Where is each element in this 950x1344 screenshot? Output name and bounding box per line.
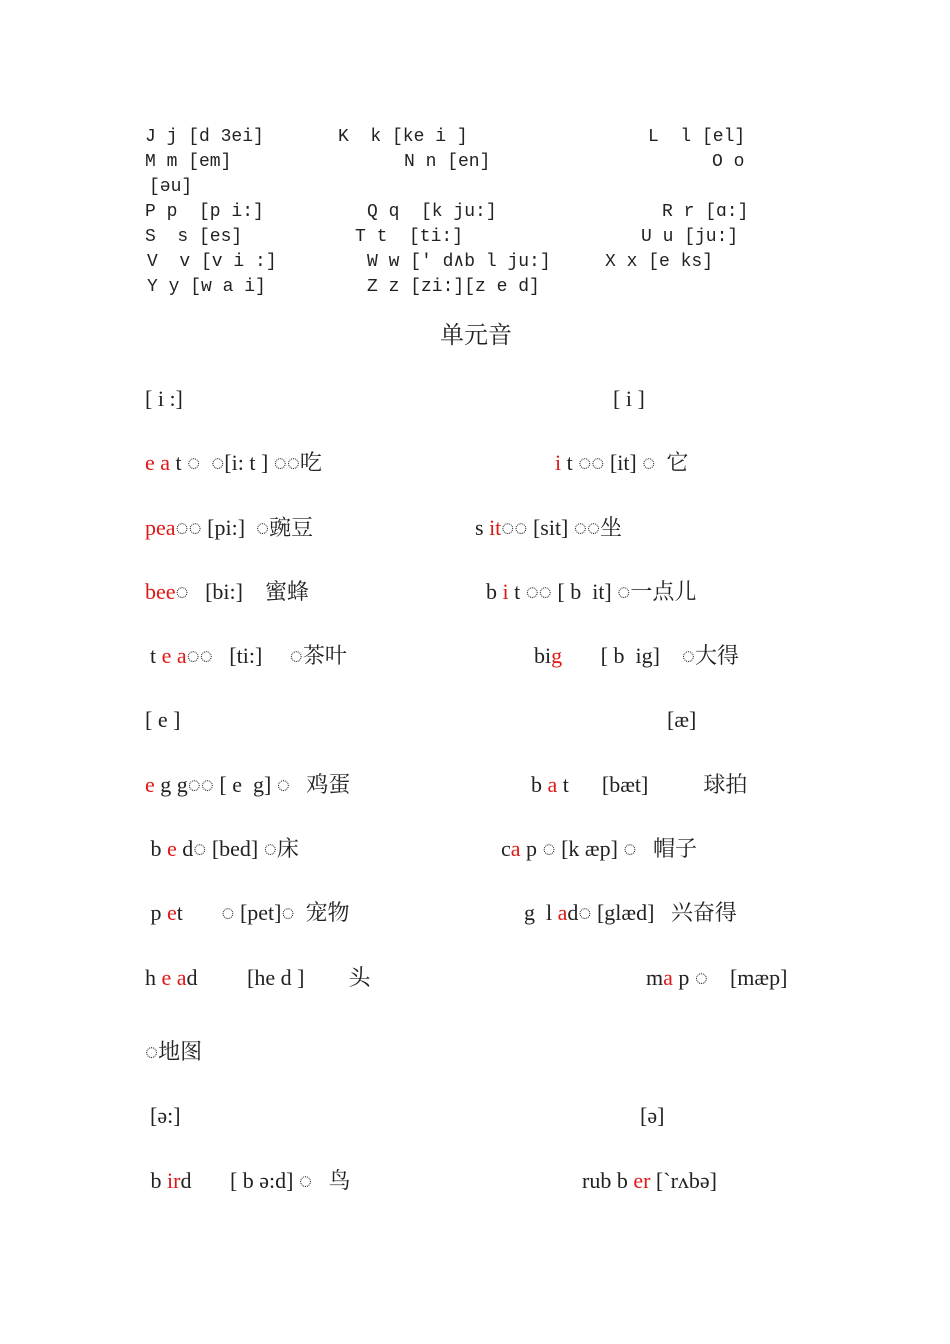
alpha-k: K k [ke i ] [338,127,468,147]
word-map-meaning: ◌地图 [145,1039,203,1064]
alpha-z: Z z [zi:][z e d] [367,277,540,297]
alpha-s: S s [es] [145,227,243,247]
alpha-j: J j [d 3ei] [145,127,264,147]
header-short-i: [ i ] [613,386,645,411]
word-bee: bee◌ [bi:] 蜜蜂 [145,579,309,604]
word-sit: s it◌◌ [sit] ◌◌坐 [475,515,623,540]
header-long-schwa: [ə:] [150,1103,181,1128]
word-pet: p et ◌ [pet]◌ 宠物 [145,900,350,925]
section-title: 单元音 [440,323,512,349]
word-egg: e g g◌◌ [ e g] ◌ 鸡蛋 [145,772,351,797]
word-bat: b a t [bæt] 球拍 [531,772,748,797]
word-big: big [ b ig] ◌大得 [534,643,739,668]
alpha-u: U u [ju:] [641,227,739,247]
alpha-y: Y y [w a i] [147,277,266,297]
word-bed: b e d◌ [bed] ◌床 [145,836,299,861]
header-long-i: [ i :] [145,386,183,411]
word-head: h e ad [he d ] 头 [145,965,371,990]
word-it: i t ◌◌ [it] ◌ 它 [555,450,689,475]
alpha-q: Q q [k ju:] [367,202,497,222]
alpha-r: R r [ɑ:] [662,202,749,222]
alpha-w: W w [′ d∧b l ju:] [367,252,551,272]
word-glad: g l ad◌ [glæd] 兴奋得 [524,900,737,925]
alpha-m: M m [em] [145,152,232,172]
word-rubber: rub b er [`rʌbə] [582,1168,717,1193]
header-schwa: [ə] [640,1103,665,1128]
word-map: ma p ◌ [mæp] [646,965,788,990]
alpha-p: P p [p i:] [145,202,264,222]
word-tea: t e a◌◌ [ti:] ◌茶叶 [150,643,347,668]
header-e: [ e ] [145,707,181,732]
word-bit: b i t ◌◌ [ b it] ◌一点儿 [486,579,697,604]
word-cap: ca p ◌ [k æp] ◌ 帽子 [501,836,698,861]
word-eat: e a t ◌ ◌[i: t ] ◌◌吃 [145,450,322,475]
alpha-n: N n [en] [404,152,491,172]
alpha-v: V v [v i :] [147,252,277,272]
alpha-o-ipa: [əu] [149,177,193,197]
alpha-o: O o [712,152,745,172]
alpha-x: X x [e ks] [605,252,714,272]
alpha-t: T t [ti:] [355,227,464,247]
header-ae: [æ] [667,707,697,732]
word-bird: b ird [ b ə:d] ◌ 鸟 [145,1168,351,1193]
alpha-l: L l [el] [648,127,746,147]
word-pea: pea◌◌ [pi:] ◌豌豆 [145,515,314,540]
